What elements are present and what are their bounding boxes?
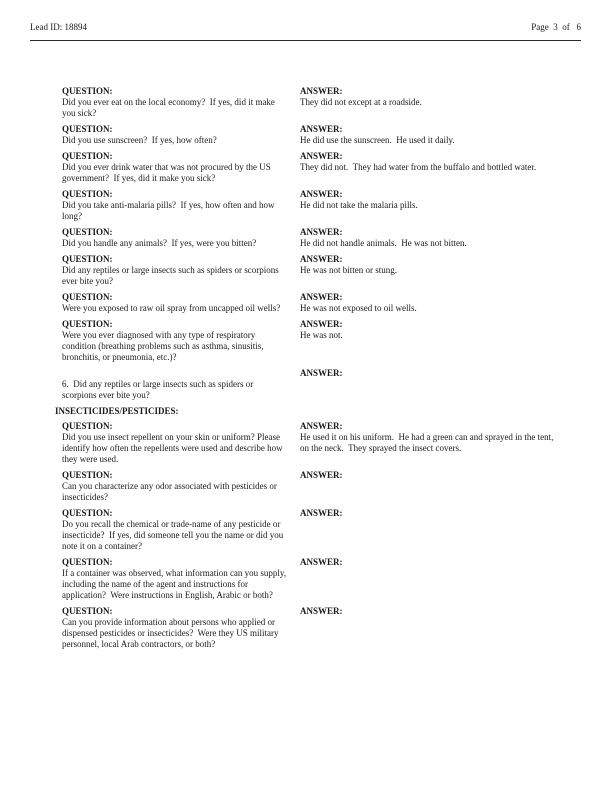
question-label: QUESTION: [62, 470, 113, 480]
question-text: Did you take anti-malaria pills? If yes, how often and how long? [62, 200, 277, 221]
answer-label: ANSWER: [300, 470, 343, 480]
answer-text: He was not exposed to oil wells. [300, 303, 417, 313]
qa-row [62, 124, 581, 146]
question-label: QUESTION: [62, 557, 113, 567]
answer-label: ANSWER: [300, 368, 343, 378]
answer-text: He was not. [300, 330, 343, 340]
qa-row [62, 421, 581, 465]
question-text: If a container was observed, what information can you supply, including the name of the agent and instructions for application? Were instructions in English, Arabic or both? [62, 568, 289, 600]
question-text: Did you handle any animals? If yes, were you bitten? [62, 238, 257, 248]
question-label: QUESTION: [62, 508, 113, 518]
answer-label: ANSWER: [300, 86, 343, 96]
lead-id: Lead ID: 18894 [30, 22, 87, 32]
answer-label: ANSWER: [300, 189, 343, 199]
question-label-spacer [62, 368, 290, 379]
qa-row [62, 227, 581, 249]
answer-label: ANSWER: [300, 254, 343, 264]
question-text: Were you exposed to raw oil spray from uncapped oil wells? [62, 303, 281, 313]
answer-label: ANSWER: [300, 227, 343, 237]
qa-row [62, 557, 581, 601]
qa-row [62, 606, 581, 650]
qa-row [62, 508, 581, 552]
answer-label: ANSWER: [300, 319, 343, 329]
question-text: 6. Did any reptiles or large insects such as spiders or scorpions ever bite you? [62, 379, 256, 400]
answer-text: He did use the sunscreen. He used it daily. [300, 135, 455, 145]
answer-label: ANSWER: [300, 557, 343, 567]
answer-text: They did not. They had water from the buffalo and bottled water. [300, 162, 537, 172]
page-number: Page 3 of 6 [531, 22, 581, 32]
question-text: Did you use sunscreen? If yes, how often? [62, 135, 217, 145]
qa-row [62, 189, 581, 222]
question-label: QUESTION: [62, 254, 113, 264]
answer-text: He used it on his uniform. He had a green can and sprayed in the tent, on the neck. They sprayed the insect covers. [300, 432, 556, 453]
answer-text: He did not take the malaria pills. [300, 200, 418, 210]
question-text: Did you ever eat on the local economy? If yes, did it make you sick? [62, 97, 278, 118]
answer-label: ANSWER: [300, 124, 343, 134]
qa-row [62, 470, 581, 503]
qa-content [55, 86, 581, 650]
answer-text: He was not bitten or stung. [300, 265, 397, 275]
page-header [0, 0, 611, 40]
question-text: Can you provide information about persons who applied or dispensed pesticides or insecticides? Were they US military personnel, local Arab contractors, or both? [62, 617, 281, 649]
header-divider [30, 40, 581, 41]
answer-label: ANSWER: [300, 151, 343, 161]
section-heading-insecticides: INSECTICIDES/PESTICIDES: [55, 406, 179, 416]
qa-row [62, 254, 581, 287]
question-label: QUESTION: [62, 606, 113, 616]
question-label: QUESTION: [62, 227, 113, 237]
question-label: QUESTION: [62, 319, 113, 329]
question-label: QUESTION: [62, 421, 113, 431]
question-label: QUESTION: [62, 292, 113, 302]
question-text: Were you ever diagnosed with any type of respiratory condition (breathing problems such as asthma, sinusitis, bronchitis, or pneumonia, etc.)? [62, 330, 266, 362]
question-label: QUESTION: [62, 86, 113, 96]
question-text: Did you use insect repellent on your skin or uniform? Please identify how often the repellents were used and describe how they were used. [62, 432, 285, 464]
answer-label: ANSWER: [300, 606, 343, 616]
question-text: Do you recall the chemical or trade-name of any pesticide or insecticide? If yes, did someone tell you the name or did you note it on a container? [62, 519, 286, 551]
question-label: QUESTION: [62, 124, 113, 134]
question-label: QUESTION: [62, 189, 113, 199]
question-text: Can you characterize any odor associated with pesticides or insecticides? [62, 481, 280, 502]
qa-row [62, 292, 581, 314]
question-label: QUESTION: [62, 151, 113, 161]
qa-row [62, 319, 581, 363]
answer-text: They did not except at a roadside. [300, 97, 422, 107]
answer-label: ANSWER: [300, 421, 343, 431]
question-text: Did any reptiles or large insects such as spiders or scorpions ever bite you? [62, 265, 282, 286]
answer-label: ANSWER: [300, 292, 343, 302]
qa-row [62, 86, 581, 119]
answer-text: He did not handle animals. He was not bitten. [300, 238, 467, 248]
qa-row [62, 368, 581, 401]
answer-label: ANSWER: [300, 508, 343, 518]
qa-row [62, 151, 581, 184]
question-text: Did you ever drink water that was not procured by the US government? If yes, did it make you sick? [62, 162, 273, 183]
